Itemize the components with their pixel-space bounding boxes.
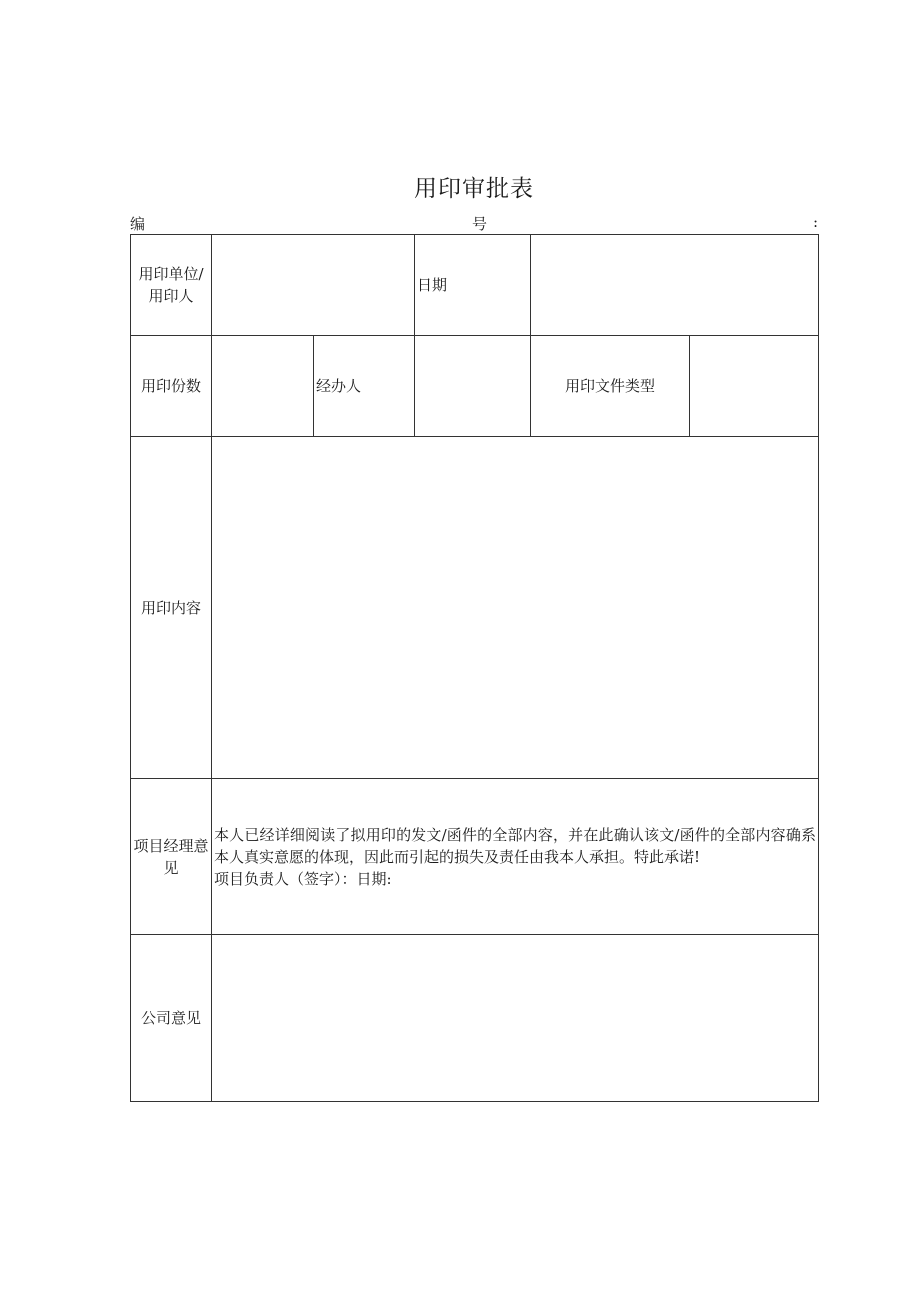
seal-content-field[interactable] (212, 437, 819, 779)
company-opinion-field[interactable] (212, 935, 819, 1102)
date-field[interactable] (531, 235, 819, 336)
project-manager-opinion-field[interactable] (212, 779, 819, 935)
manager-commitment-statement: 本人已经详细阅读了拟用印的发文/函件的全部内容，并在此确认该文/函件的全部内容确系本人真实意愿的体现，因此而引起的损失及责任由我本人承担。特此承诺! (214, 825, 816, 866)
manager-signature-line: 项目负责人（签字）：日期: (214, 869, 392, 888)
project-manager-opinion-label: 项目经理意见 (131, 779, 212, 935)
seal-unit-label: 用印单位/用印人 (131, 235, 212, 336)
document-type-field[interactable] (690, 336, 819, 437)
serial-number-label-part2: 号 (472, 215, 488, 233)
seal-copies-field[interactable] (212, 336, 314, 437)
date-label: 日期 (415, 235, 531, 336)
form-title: 用印审批表 (414, 176, 534, 202)
company-opinion-label: 公司意见 (131, 935, 212, 1102)
handler-field[interactable] (415, 336, 531, 437)
seal-approval-form (130, 234, 819, 1102)
serial-number-colon: : (812, 213, 818, 231)
seal-unit-field[interactable] (212, 235, 415, 336)
seal-copies-label: 用印份数 (131, 336, 212, 437)
serial-number-line (130, 213, 818, 233)
seal-content-label: 用印内容 (131, 437, 212, 779)
serial-number-label-part1: 编 (130, 215, 146, 233)
document-type-label: 用印文件类型 (531, 336, 690, 437)
handler-label: 经办人 (314, 336, 415, 437)
